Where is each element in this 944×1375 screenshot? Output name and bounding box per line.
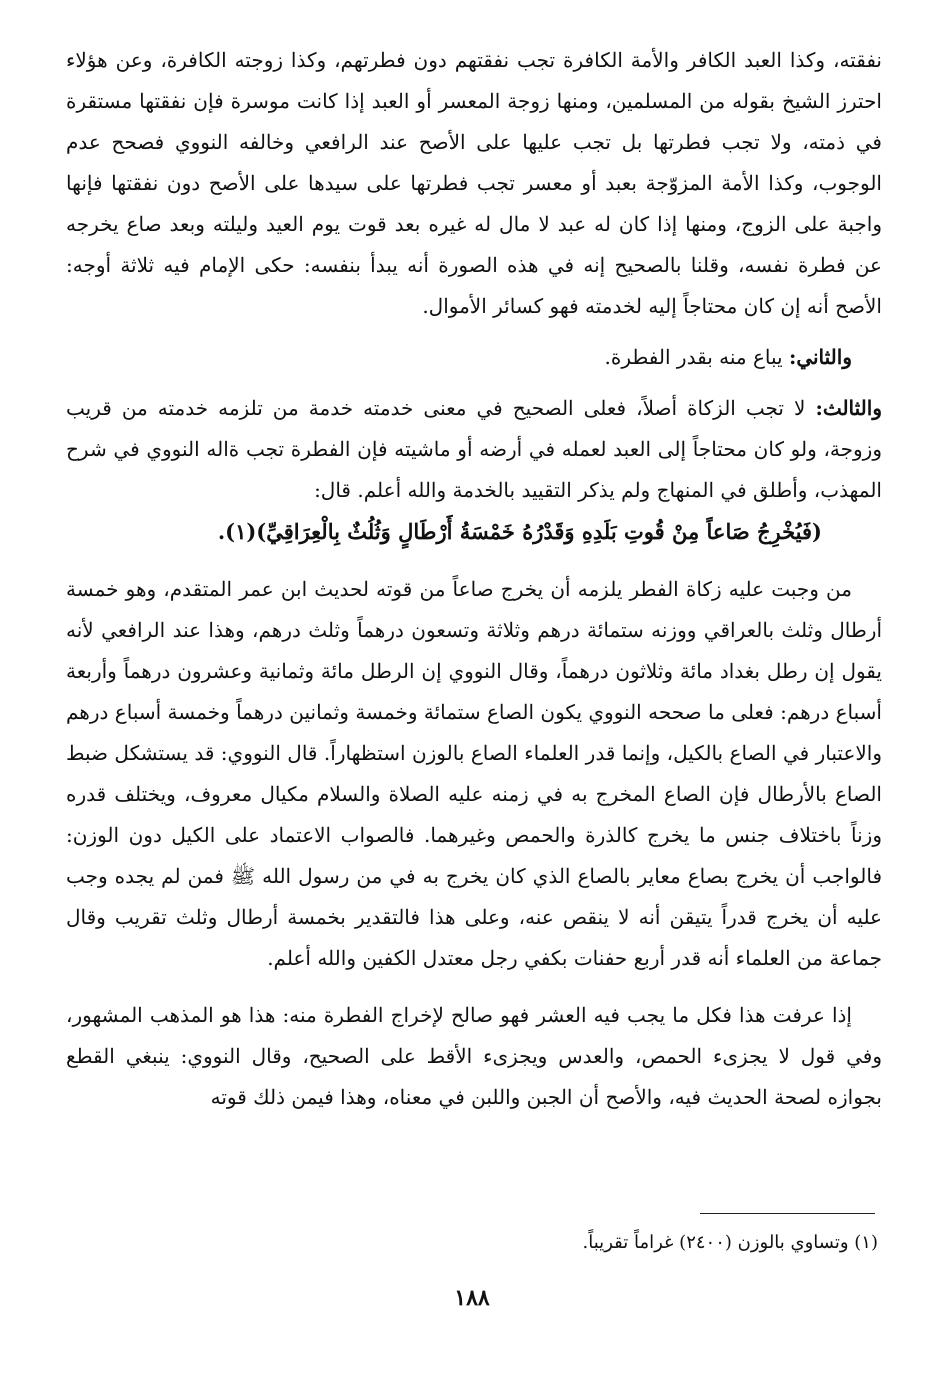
paragraph-3 (66, 388, 882, 511)
paragraph-5: إذا عرفت هذا فكل ما يجب فيه العشر فهو صالح لإخراج الفطرة منه: هذا هو المذهب المشهور، وفي قول لا يجزىء الحمص، والعدس ويجزىء الأقط على الصحيح، وقال النووي: ينبغي القطع بجوازه لصحة الحديث فيه، والأصح أن الجبن واللبن في معناه، وهذا فيمن ذلك قوته (66, 1003, 882, 1109)
page-body (66, 40, 882, 1220)
paragraph-2-text: يباع منه بقدر الفطرة. (604, 345, 789, 369)
paragraph-2-lead: والثاني: (788, 345, 852, 369)
footnote: (١) وتساوي بالوزن (٢٤٠٠) غراماً تقريباً. (582, 1232, 878, 1253)
paragraph-2 (66, 337, 882, 378)
paragraph-4: من وجبت عليه زكاة الفطر يلزمه أن يخرج صاعاً من قوته لحديث ابن عمر المتقدم، وهو خمسة أرطال وثلث بالعراقي ووزنه ستمائة درهم وثلاثة وتسعون درهماً وثلث درهم، وهذا عند الرافعي لأنه يقول إن رطل بغداد مائة وثلاثون درهماً، وقال النووي إن الرطل مائة وثمانية وعشرون درهماً وأربعة أسباع درهم: فعلى ما صححه النووي يكون الصاع ستمائة وخمسة وثمانين درهماً وخمسة أسباع درهم والاعتبار في الصاع بالكيل، وإنما قدر العلماء الصاع بالوزن استظهاراً. قال النووي: قد يستشكل ضبط الصاع بالأرطال فإن الصاع المخرج به في زمنه عليه الصلاة والسلام مكيال معروف، ويختلف قدره وزناً باختلاف جنس ما يخرج كالذرة والحمص وغيرهما. فالصواب الاعتماد على الكيل دون الوزن: فالواجب أن يخرج بصاع معاير بالصاع الذي كان يخرج به في من رسول الله ﷺ فمن لم يجده وجب عليه أن يخرج قدراً يتيقن أنه لا ينقص عنه، وعلى هذا فالتقدير بخمسة أرطال وثلث تقريب وقال جماعة من العلماء أنه قدر أربع حفنات بكفي رجل معتدل الكفين والله أعلم. (66, 577, 882, 970)
paragraph-3-text: لا تجب الزكاة أصلاً، فعلى الصحيح في معنى خدمته خدمة من تلزمه خدمته من قريب وزوجة، ولو كان محتاجاً إلى العبد لعمله في أرضه أو ماشيته فإن الفطرة تجب ةاله النووي في شرح المهذب، وأطلق في المنهاج ولم يذكر التقييد بالخدمة والله أعلم. قال: (66, 396, 882, 502)
matn-quote: (فَيُخْرِجُ صَاعاً مِنْ قُوتِ بَلَدِهِ وَقَدْرُهُ خَمْسَةُ أَرْطَالٍ وَثُلُثٌ بِالْعِرَاقِيِّ)(١). (217, 519, 822, 544)
paragraph-1: نفقته، وكذا العبد الكافر والأمة الكافرة تجب نفقتهم دون فطرتهم، وكذا زوجته الكافرة، وعن هؤلاء احترز الشيخ بقوله من المسلمين، ومنها زوجة المعسر أو العبد إذا كانت موسرة فإن نفقتها مستقرة في ذمته، ولا تجب فطرتها بل تجب عليها على الأصح عند الرافعي وخالفه النووي فصحح عدم الوجوب، وكذا الأمة المزوّجة بعبد أو معسر تجب فطرتها على سيدها على الأصح دون نفقتها فإنها واجبة على الزوج، ومنها إذا كان له عبد لا مال له غيره بعد قوت يوم العيد وليلته وبعد صاع يخرجه عن فطرة نفسه، وقلنا بالصحيح إنه في هذه الصورة أنه يبدأ بنفسه: حكى الإمام فيه ثلاثة أوجه: الأصح أنه إن كان محتاجاً إليه لخدمته فهو كسائر الأموال. (66, 48, 882, 318)
footnote-divider (700, 1213, 875, 1214)
page-number: ١٨٨ (454, 1285, 490, 1311)
paragraph-3-lead: والثالث: (815, 396, 882, 420)
